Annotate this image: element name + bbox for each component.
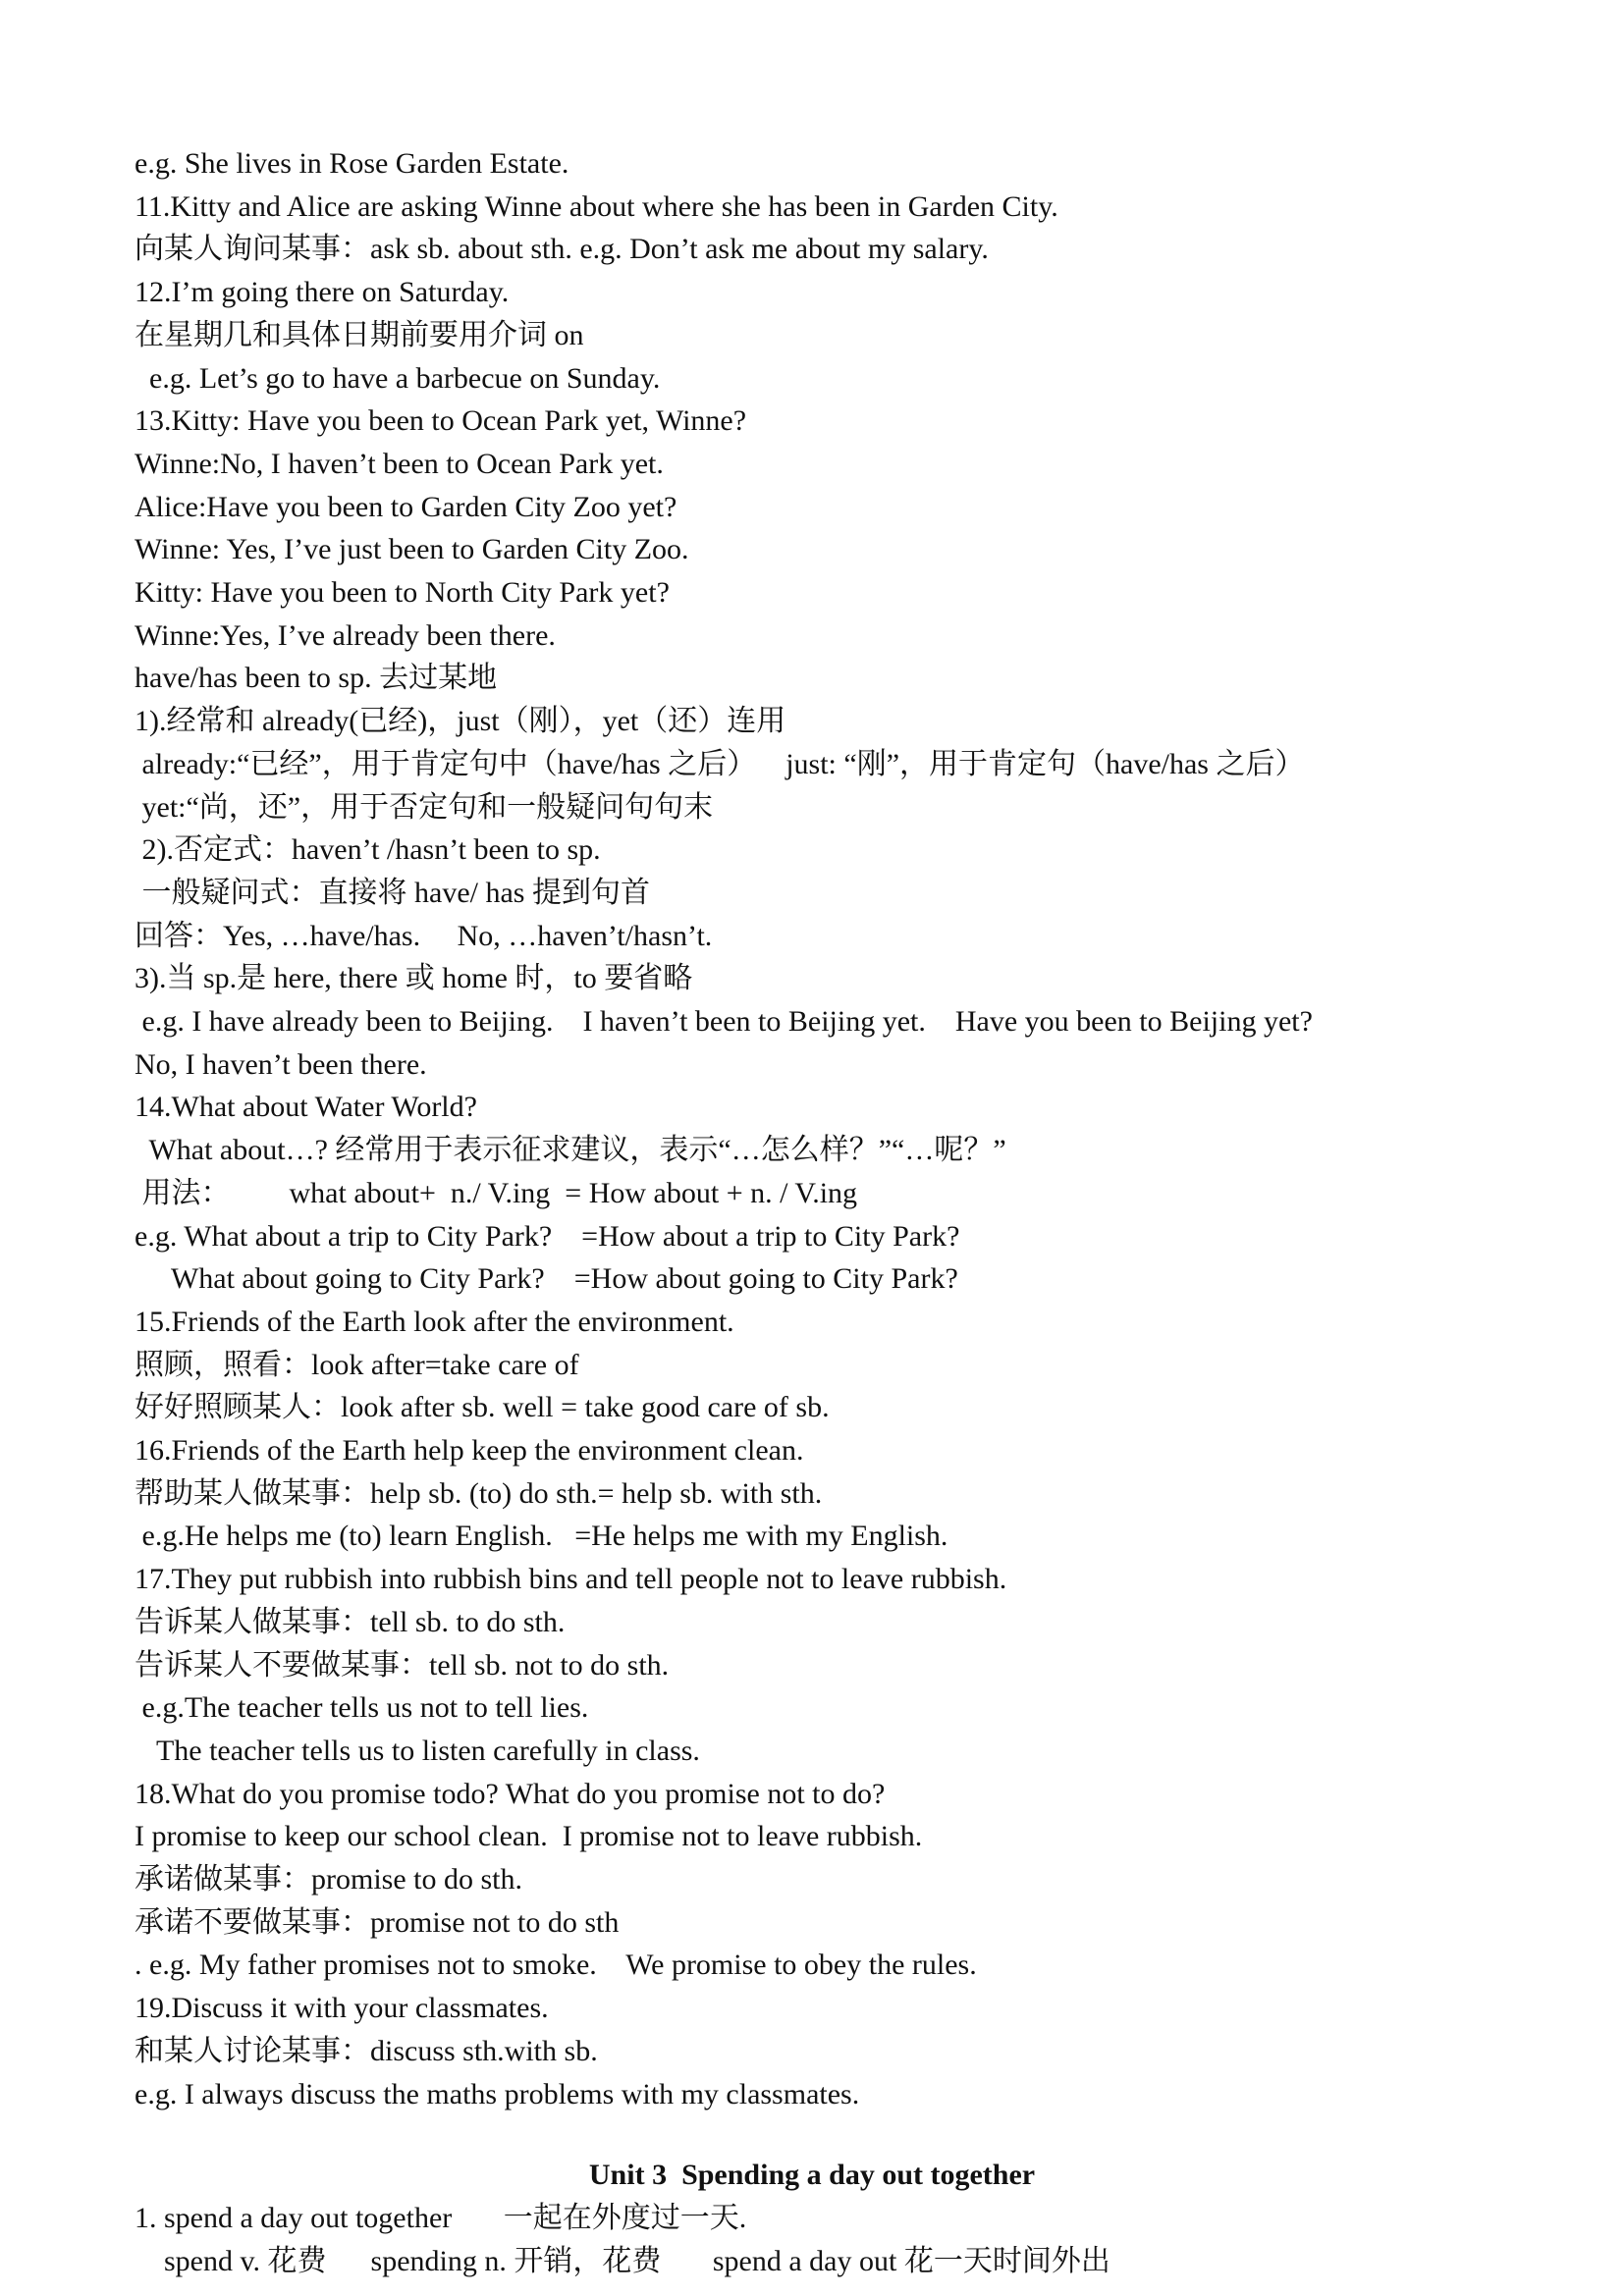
text-line: e.g. Let’s go to have a barbecue on Sunday. bbox=[135, 361, 661, 395]
text-line: 16.Friends of the Earth help keep the environment clean. bbox=[135, 1434, 804, 1467]
text-line: 告诉某人做某事：tell sb. to do sth. bbox=[135, 1605, 566, 1638]
text-line: 和某人讨论某事：discuss sth.with sb. bbox=[135, 2034, 598, 2067]
text-line: 用法： what about+ n./ V.ing = How about + n. / V.ing bbox=[135, 1176, 858, 1209]
text-line: 14.What about Water World? bbox=[135, 1091, 477, 1124]
text-line: e.g. What about a trip to City Park? =How about a trip to City Park? bbox=[135, 1219, 960, 1253]
text-line: 一般疑问式：直接将 have/ has 提到句首 bbox=[135, 876, 650, 909]
text-line: 12.I’m going there on Saturday. bbox=[135, 276, 510, 309]
text-line: 回答：Yes, …have/has. No, …haven’t/hasn’t. bbox=[135, 919, 713, 952]
text-line: 照顾，照看：look after=take care of bbox=[135, 1348, 579, 1381]
text-line: 18.What do you promise todo? What do you promise not to do? bbox=[135, 1777, 886, 1810]
text-line: 13.Kitty: Have you been to Ocean Park yet, Winne? bbox=[135, 404, 747, 438]
text-line: 2).否定式：haven’t /hasn’t been to sp. bbox=[135, 833, 601, 867]
text-line: Kitty: Have you been to North City Park yet? bbox=[135, 576, 670, 609]
text-line: I promise to keep our school clean. I promise not to leave rubbish. bbox=[135, 1820, 923, 1853]
text-line: e.g. She lives in Rose Garden Estate. bbox=[135, 147, 569, 180]
text-line: Winne:Yes, I’ve already been there. bbox=[135, 618, 556, 652]
text-line: Winne:No, I haven’t been to Ocean Park yet. bbox=[135, 447, 664, 480]
text-line: The teacher tells us to listen carefully in class. bbox=[135, 1734, 700, 1767]
text-line: 19.Discuss it with your classmates. bbox=[135, 1992, 549, 2025]
text-line: 承诺做某事：promise to do sth. bbox=[135, 1863, 522, 1896]
text-line: 向某人询问某事：ask sb. about sth. e.g. Don’t ask me about my salary. bbox=[135, 233, 989, 266]
text-line: already:“已经”，用于肯定句中（have/has 之后） just: “刚”，用于肯定句（have/has 之后） bbox=[135, 747, 1305, 780]
text-line: e.g. I always discuss the maths problems with my classmates. bbox=[135, 2077, 860, 2110]
text-line: No, I haven’t been there. bbox=[135, 1047, 427, 1081]
tail-line: spend v. 花费 spending n. 开销，花费 spend a day out 花一天时间外出 bbox=[135, 2244, 1110, 2277]
text-line: 在星期几和具体日期前要用介词 on bbox=[135, 318, 584, 351]
text-line: What about going to City Park? =How about going to City Park? bbox=[135, 1262, 958, 1296]
text-line: Alice:Have you been to Garden City Zoo yet? bbox=[135, 490, 677, 523]
text-line: 17.They put rubbish into rubbish bins and tell people not to leave rubbish. bbox=[135, 1563, 1007, 1596]
text-line: 1).经常和 already(已经)，just（刚），yet（还）连用 bbox=[135, 705, 786, 738]
unit-heading: Unit 3 Spending a day out together bbox=[588, 2159, 1036, 2191]
tail-line: 1. spend a day out together 一起在外度过一天. bbox=[135, 2202, 747, 2234]
text-line: 15.Friends of the Earth look after the environment. bbox=[135, 1305, 734, 1338]
text-line: yet:“尚，还”，用于否定句和一般疑问句句末 bbox=[135, 790, 714, 824]
text-line: 好好照顾某人：look after sb. well = take good care of sb. bbox=[135, 1391, 830, 1424]
text-line: have/has been to sp. 去过某地 bbox=[135, 662, 498, 695]
text-line: 告诉某人不要做某事：tell sb. not to do sth. bbox=[135, 1648, 670, 1682]
text-line: What about…? 经常用于表示征求建议，表示“…怎么样？”“…呢？” bbox=[135, 1134, 1006, 1167]
text-line: e.g.He helps me (to) learn English. =He helps me with my English. bbox=[135, 1520, 948, 1553]
text-line: . e.g. My father promises not to smoke. We promise to obey the rules. bbox=[135, 1949, 977, 1982]
text-line: 帮助某人做某事：help sb. (to) do sth.= help sb. with sth. bbox=[135, 1476, 823, 1510]
text-line: 11.Kitty and Alice are asking Winne about where she has been in Garden City. bbox=[135, 189, 1058, 223]
text-line: Winne: Yes, I’ve just been to Garden City Zoo. bbox=[135, 533, 689, 566]
text-line: 3).当 sp.是 here, there 或 home 时，to 要省略 bbox=[135, 962, 693, 995]
text-line: 承诺不要做某事：promise not to do sth bbox=[135, 1905, 620, 1939]
text-line: e.g.The teacher tells us not to tell lies. bbox=[135, 1691, 589, 1725]
text-line: e.g. I have already been to Beijing. I haven’t been to Beijing yet. Have you been to Beijing yet? bbox=[135, 1005, 1313, 1038]
